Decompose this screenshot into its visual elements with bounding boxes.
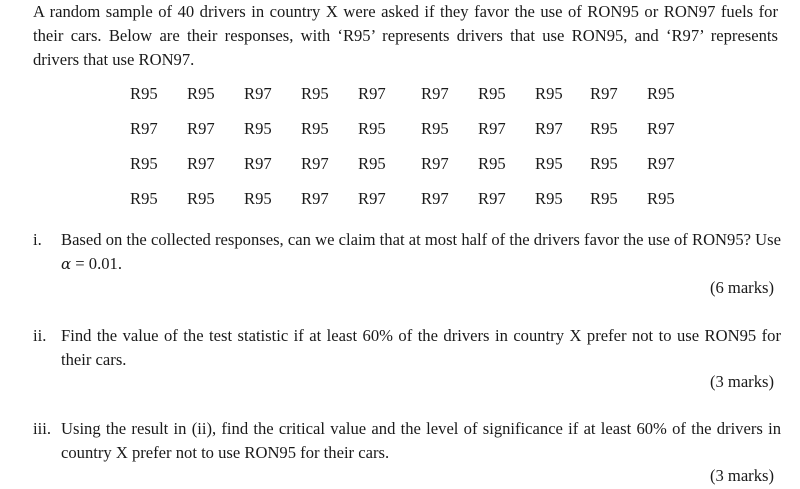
response-cell: R97 [187, 119, 215, 138]
question-number: ii. [33, 326, 47, 345]
question-text [61, 228, 781, 276]
alpha-symbol: α [61, 255, 72, 273]
question-number: iii. [33, 419, 51, 438]
response-cell: R95 [130, 84, 158, 103]
response-cell: R97 [478, 119, 506, 138]
response-cell: R97 [590, 84, 618, 103]
response-cell: R95 [478, 154, 506, 173]
response-cell: R97 [244, 154, 272, 173]
response-cell: R95 [130, 189, 158, 208]
response-cell: R97 [244, 84, 272, 103]
response-cell: R97 [187, 154, 215, 173]
response-cell: R95 [478, 84, 506, 103]
question-text-part: = 0.01. [71, 254, 122, 273]
response-cell: R95 [421, 119, 449, 138]
response-cell: R95 [301, 119, 329, 138]
response-cell: R95 [130, 154, 158, 173]
marks-label: (3 marks) [709, 372, 774, 391]
response-cell: R95 [358, 154, 386, 173]
question-number: i. [33, 230, 42, 249]
response-cell: R97 [647, 154, 675, 173]
response-cell: R95 [590, 119, 618, 138]
response-cell: R95 [535, 189, 563, 208]
response-cell: R95 [535, 84, 563, 103]
response-cell: R97 [130, 119, 158, 138]
response-cell: R97 [421, 84, 449, 103]
response-cell: R95 [590, 189, 618, 208]
marks-label: (3 marks) [709, 466, 774, 485]
intro-paragraph: A random sample of 40 drivers in country X were asked if they favor the use of RON95 or RON97 fuels for their cars. Below are their responses, with ‘R95’ represents drivers that use RON95, and ‘R97’ represents drivers that use RON97. [33, 2, 778, 69]
response-cell: R97 [358, 189, 386, 208]
marks-label: (6 marks) [709, 278, 774, 297]
response-cell: R97 [358, 84, 386, 103]
response-cell: R95 [358, 119, 386, 138]
response-cell: R95 [187, 189, 215, 208]
response-cell: R97 [478, 189, 506, 208]
response-cell: R95 [535, 154, 563, 173]
question-ii [33, 324, 783, 372]
response-cell: R97 [301, 154, 329, 173]
response-cell: R95 [590, 154, 618, 173]
question-text: Find the value of the test statistic if at least 60% of the drivers in country X prefer not to use RON95 for their cars. [61, 326, 781, 369]
response-cell: R95 [647, 189, 675, 208]
response-cell: R95 [187, 84, 215, 103]
response-cell: R95 [301, 84, 329, 103]
question-i [33, 228, 783, 276]
response-cell: R97 [421, 189, 449, 208]
response-cell: R97 [301, 189, 329, 208]
question-iii [33, 417, 783, 465]
response-cell: R97 [421, 154, 449, 173]
response-cell: R95 [244, 189, 272, 208]
response-cell: R95 [647, 84, 675, 103]
response-cell: R95 [244, 119, 272, 138]
question-text-part: Based on the collected responses, can we claim that at most half of the drivers favor the use of RON95? Use [61, 230, 781, 249]
response-cell: R97 [535, 119, 563, 138]
question-text: Using the result in (ii), find the critical value and the level of significance if at least 60% of the drivers in country X prefer not to use RON95 for their cars. [61, 419, 781, 462]
response-cell: R97 [647, 119, 675, 138]
